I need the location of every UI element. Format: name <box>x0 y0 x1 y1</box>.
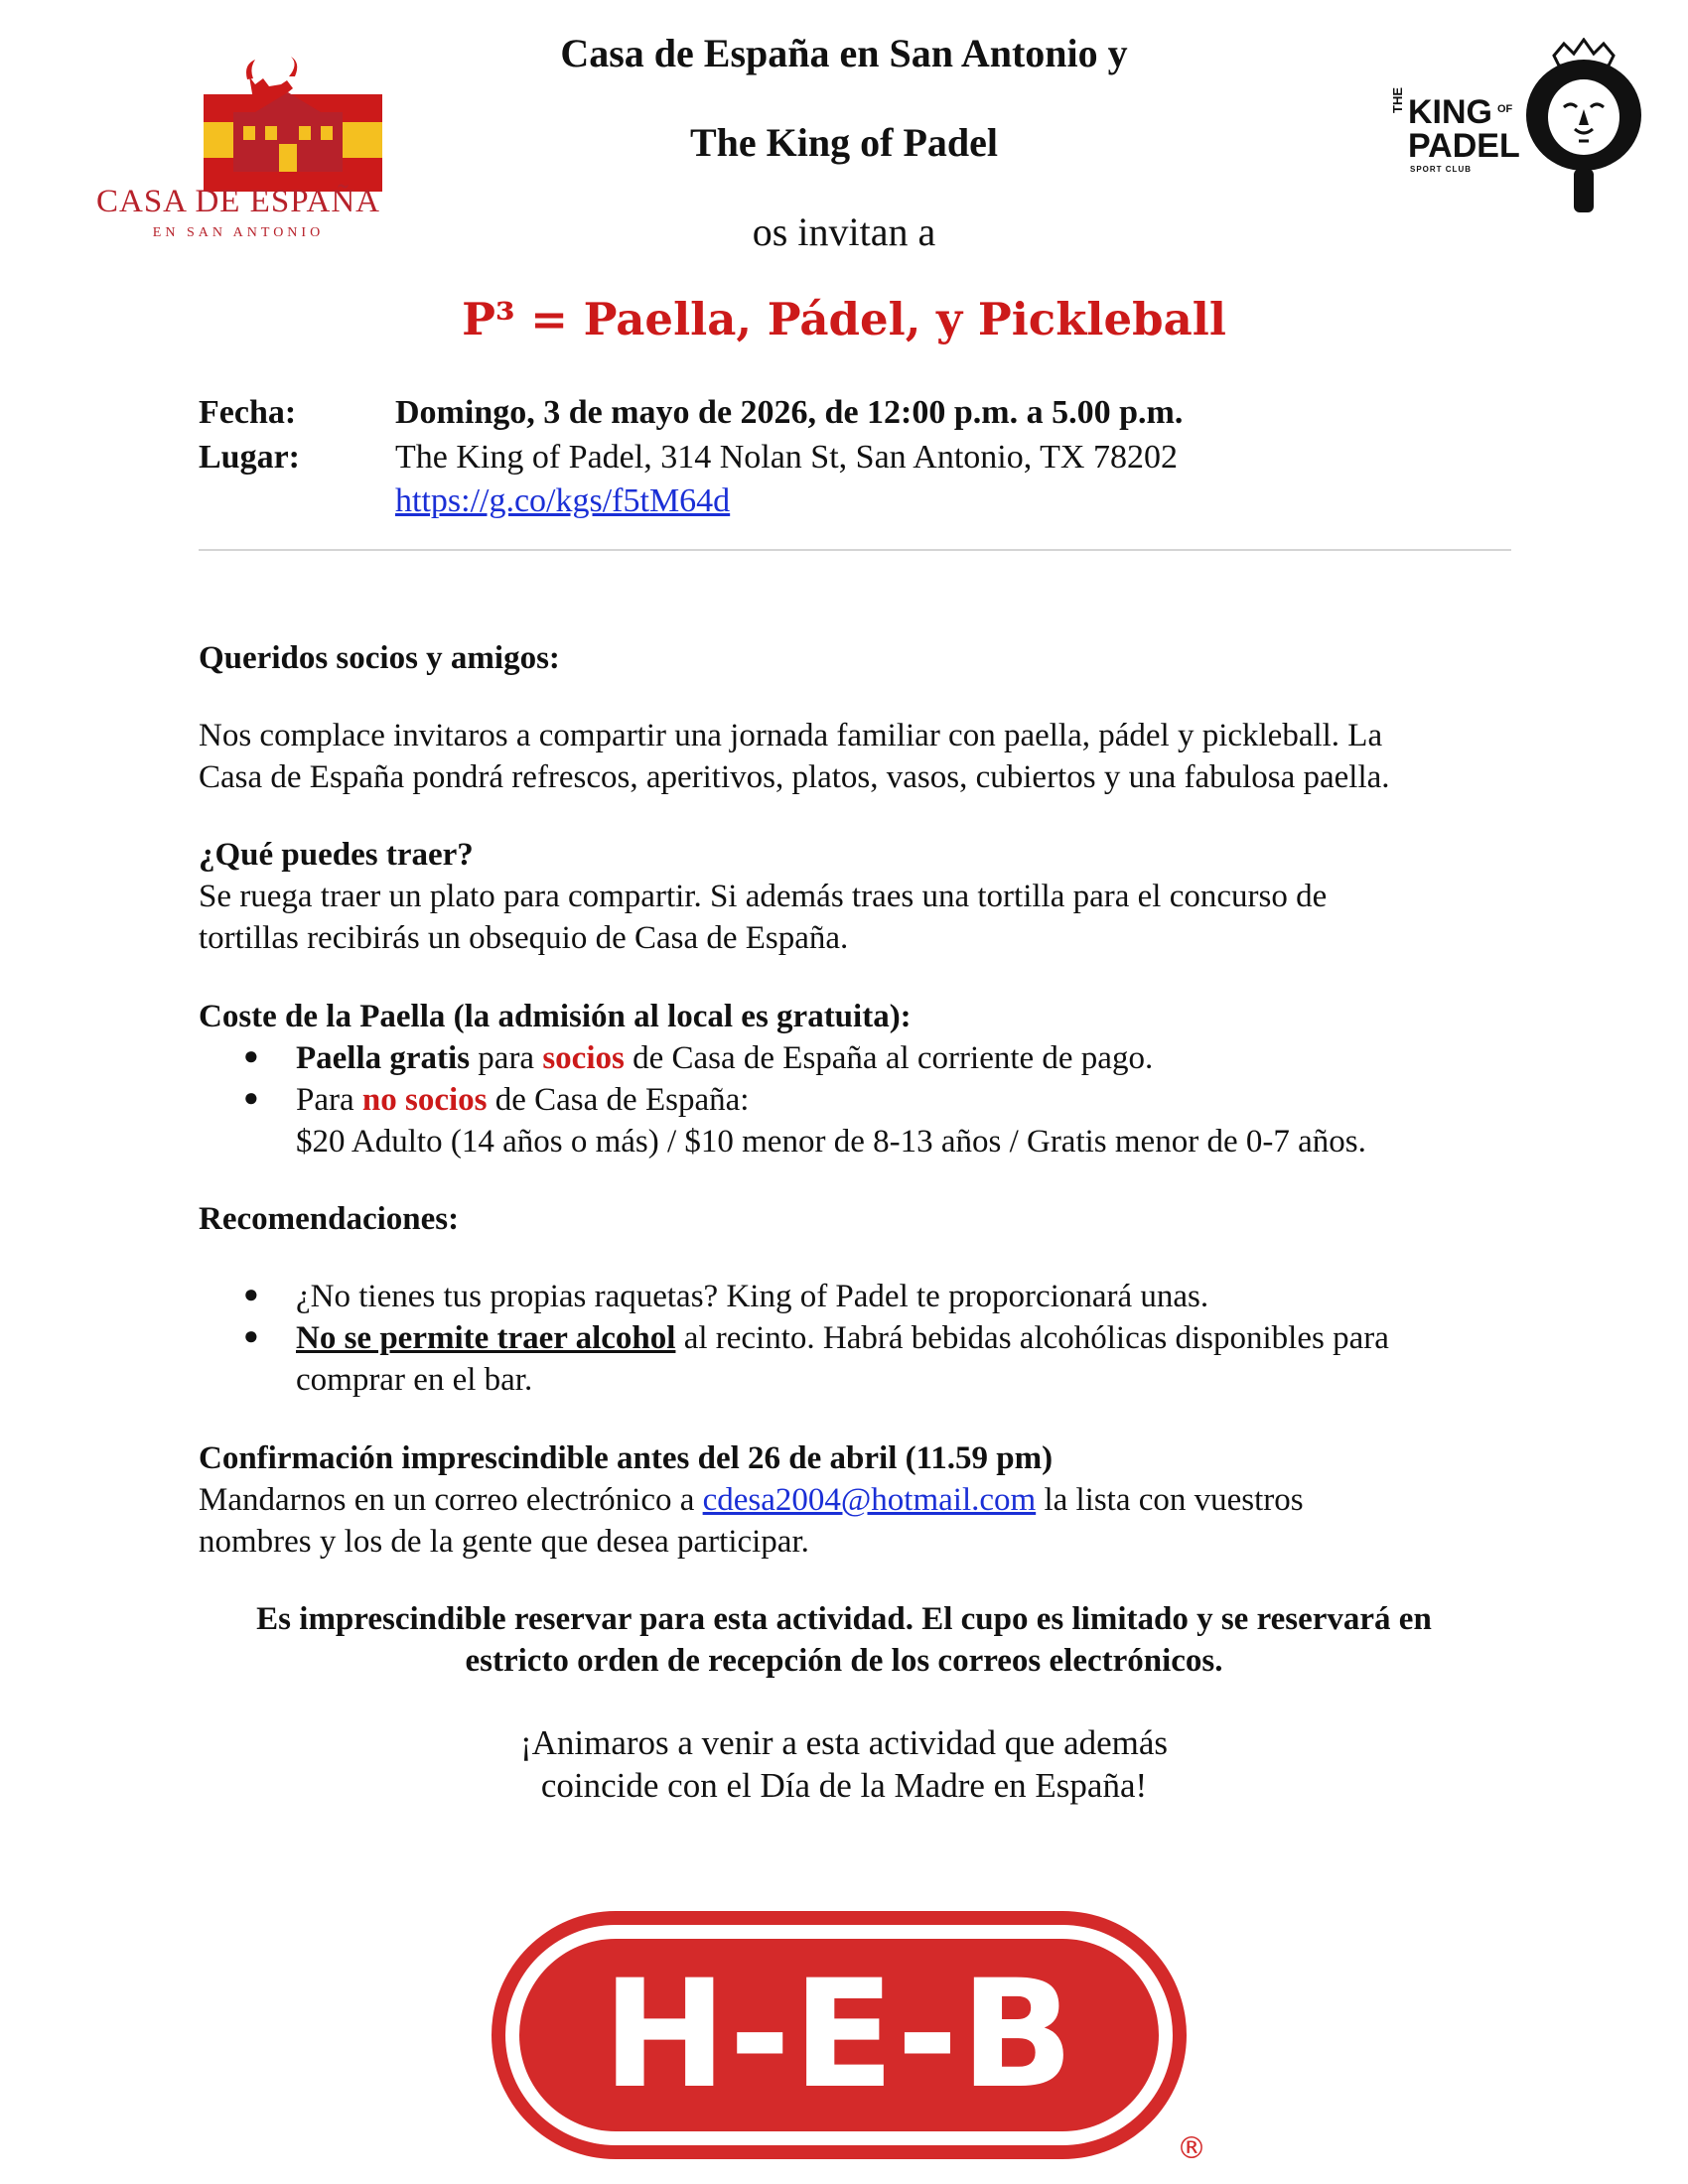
rec-bullet-2 <box>296 1317 1389 1359</box>
bullet-icon: ● <box>243 1083 259 1112</box>
header-line-1: Casa de España en San Antonio y <box>560 31 1128 75</box>
confirm-post: la lista con vuestros <box>1036 1482 1304 1518</box>
cost-b1-mid: para <box>470 1040 543 1076</box>
rec-bullet-2-line-2: comprar en el bar. <box>296 1362 533 1398</box>
cost-bullet-1 <box>296 1037 1153 1079</box>
casa-logo-name: CASA DE ESPAÑA <box>95 184 381 219</box>
king-logo-king: KING <box>1408 93 1492 131</box>
heb-logo <box>492 1911 1206 2169</box>
intro-line-2: Casa de España pondrá refrescos, aperitivos, platos, vasos, cubiertos y una fabulosa paella. <box>199 759 1390 795</box>
fecha-label: Fecha: <box>199 394 297 431</box>
event-title: P³ = Paella, Pádel, y Pickleball <box>462 293 1226 345</box>
rec-bullet-1: ¿No tienes tus propias raquetas? King of Padel te proporcionará unas. <box>296 1279 1209 1314</box>
king-logo-padel: PADEL <box>1408 127 1520 165</box>
map-link[interactable]: https://g.co/kgs/f5tM64d <box>395 482 731 519</box>
king-logo-subtitle: SPORT CLUB <box>1410 165 1472 174</box>
fecha-value: Domingo, 3 de mayo de 2026, de 12:00 p.m. a 5.00 p.m. <box>395 394 1184 431</box>
notice-line-2: estricto orden de recepción de los correos electrónicos. <box>465 1643 1223 1679</box>
lugar-label: Lugar: <box>199 439 300 476</box>
cost-bullet-2 <box>296 1079 749 1121</box>
header-line-2: The King of Padel <box>689 120 999 165</box>
cost-b2-rest: de Casa de España: <box>487 1082 750 1118</box>
cost-b1-rest: de Casa de España al corriente de pago. <box>624 1040 1154 1076</box>
confirm-heading: Confirmación imprescindible antes del 26 de abril (11.59 pm) <box>199 1440 1054 1476</box>
notice-line-1: Es imprescindible reservar para esta actividad. El cupo es limitado y se reservará en <box>256 1601 1432 1637</box>
bullet-icon: ● <box>243 1041 259 1070</box>
socios-highlight: socios <box>542 1040 625 1076</box>
cost-prices: $20 Adulto (14 años o más) / $10 menor de 8-13 años / Gratis menor de 0-7 años. <box>296 1124 1366 1160</box>
heb-logo-text: H-E-B <box>602 1949 1076 2121</box>
cost-b2-pre: Para <box>296 1082 362 1118</box>
bring-line-1: Se ruega traer un plato para compartir. Si además traes una tortilla para el concurso de <box>199 879 1328 914</box>
header-line-3: os invitan a <box>752 209 936 254</box>
king-logo-of: OF <box>1497 103 1513 115</box>
email-link[interactable]: cdesa2004@hotmail.com <box>702 1482 1037 1518</box>
confirm-line-1 <box>199 1479 1304 1521</box>
divider <box>199 549 1511 551</box>
bring-line-2: tortillas recibirás un obsequio de Casa de España. <box>199 920 849 956</box>
no-alcohol-highlight: No se permite traer alcohol <box>296 1320 676 1356</box>
casa-logo-subtitle: EN SAN ANTONIO <box>152 225 325 240</box>
closing-line-1: ¡Animaros a venir a esta actividad que además <box>519 1723 1169 1762</box>
no-socios-highlight: no socios <box>361 1082 488 1118</box>
registered-mark: ® <box>1177 2131 1206 2166</box>
cost-heading: Coste de la Paella (la admisión al local es gratuita): <box>199 999 912 1034</box>
recommendations-heading: Recomendaciones: <box>199 1201 460 1237</box>
confirm-line-2: nombres y los de la gente que desea participar. <box>199 1524 809 1560</box>
paella-gratis: Paella gratis <box>296 1040 471 1076</box>
king-logo-the: THE <box>1390 87 1405 113</box>
bullet-icon: ● <box>243 1321 259 1350</box>
confirm-pre: Mandarnos en un correo electrónico a <box>199 1482 703 1518</box>
intro-line-1: Nos complace invitaros a compartir una jornada familiar con paella, pádel y pickleball. La <box>199 718 1383 753</box>
bring-heading: ¿Qué puedes traer? <box>199 837 474 873</box>
closing-line-2: coincide con el Día de la Madre en España! <box>540 1766 1148 1805</box>
greeting: Queridos socios y amigos: <box>199 640 560 676</box>
bullet-icon: ● <box>243 1280 259 1308</box>
lugar-value: The King of Padel, 314 Nolan St, San Antonio, TX 78202 <box>395 439 1178 476</box>
rec-b2-rest: al recinto. Habrá bebidas alcohólicas disponibles para <box>675 1320 1389 1356</box>
